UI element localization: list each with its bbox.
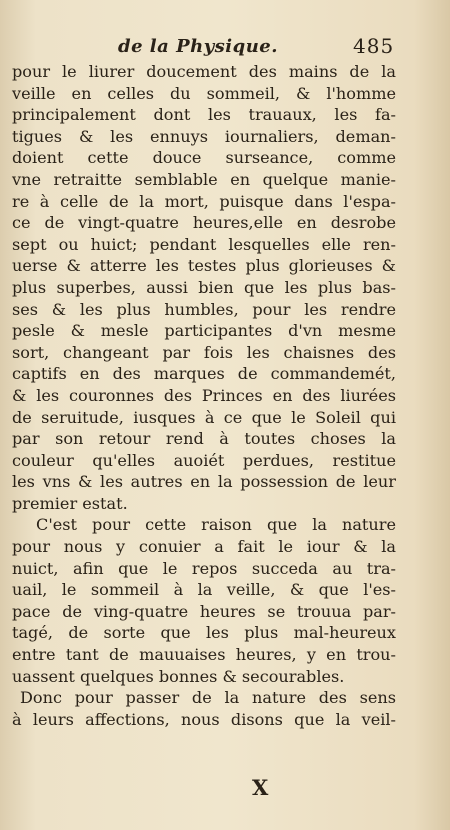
- text-line: ses & les plus humbles, pour les rendre: [12, 299, 396, 319]
- text-line: ce de vingt-quatre heures,elle en desrobe: [12, 213, 396, 233]
- text-line: sort, changeant par fois les chaisnes des: [12, 342, 396, 362]
- paragraph: [12, 61, 396, 514]
- text-line: uassent quelques bonnes & secourables.: [12, 666, 345, 686]
- text-line: vne retraitte semblable en quelque manie-: [12, 169, 396, 189]
- text-line: veille en celles du sommeil, & l'homme: [12, 83, 396, 103]
- text-line: pace de ving-quatre heures se trouua par-: [12, 601, 396, 621]
- text-line: les vns & les autres en la possession de leur: [12, 472, 396, 492]
- page-number: 485: [353, 34, 395, 58]
- text-line: principalement dont les trauaux, les fa-: [12, 105, 396, 125]
- text-line: uerse & atterre les testes plus glorieuses &: [12, 256, 396, 276]
- body-text: [12, 61, 396, 730]
- text-line: nuict, afin que le repos succeda au tra-: [12, 558, 396, 578]
- text-line: entre tant de mauuaises heures, y en trou-: [12, 645, 396, 665]
- signature-mark: X: [252, 775, 269, 800]
- text-line: de seruitude, iusques à ce que le Soleil qui: [12, 407, 396, 427]
- text-line: pour nous y conuier a fait le iour & la: [12, 537, 396, 557]
- text-line: premier estat.: [12, 493, 128, 513]
- paragraph: [12, 514, 396, 687]
- text-line: captifs en des marques de commandemét,: [12, 364, 396, 384]
- text-line: Donc pour passer de la nature des sens: [20, 688, 396, 708]
- text-line: couleur qu'elles auoiét perdues, restitue: [12, 450, 396, 470]
- text-line: pesle & mesle participantes d'vn mesme: [12, 321, 396, 341]
- text-line: re à celle de la mort, puisque dans l'espa-: [12, 191, 396, 211]
- text-line: tagé, de sorte que les plus mal-heureux: [12, 623, 396, 643]
- text-line: uail, le sommeil à la veille, & que l'es-: [12, 580, 396, 600]
- text-line: C'est pour cette raison que la nature: [36, 515, 396, 535]
- text-line: par son retour rend à toutes choses la: [12, 429, 396, 449]
- text-line: tigues & les ennuys iournaliers, deman-: [12, 126, 396, 146]
- text-line: sept ou huict; pendant lesquelles elle ren-: [12, 234, 396, 254]
- text-line: plus superbes, aussi bien que les plus bas-: [12, 277, 396, 297]
- paragraph: [12, 687, 396, 730]
- text-line: doient cette douce surseance, comme: [12, 148, 396, 168]
- text-line: pour le liurer doucement des mains de la: [12, 62, 396, 81]
- text-line: & les couronnes des Princes en des liurées: [12, 385, 396, 405]
- running-head: de la Physique.: [118, 36, 279, 57]
- text-line: à leurs affections, nous disons que la veil-: [12, 709, 396, 729]
